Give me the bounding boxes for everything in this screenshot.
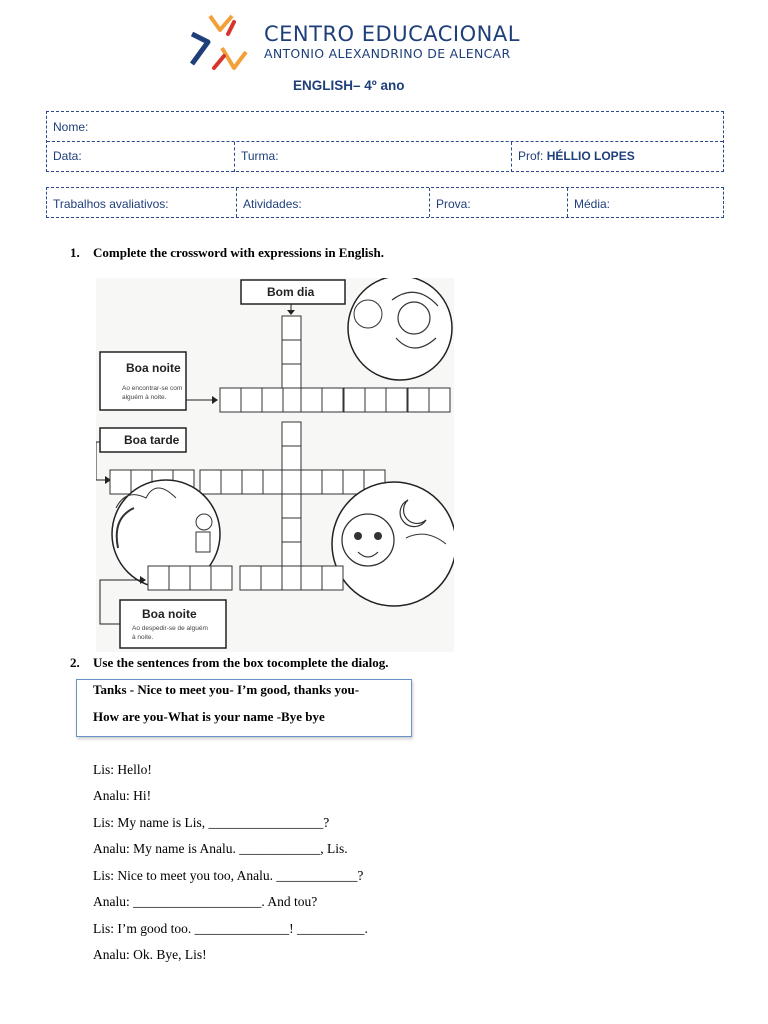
clue-boa-noite-1-hint-b: alguém à noite. (122, 394, 167, 401)
school-logo-icon (188, 12, 252, 72)
word-bank-box (76, 679, 412, 737)
dialog-line: Lis: Hello! (93, 762, 152, 777)
grades-table (46, 187, 724, 218)
school-subtitle: ANTONIO ALEXANDRINO DE ALENCAR (264, 46, 511, 61)
word-bank-line-2: How are you-What is your name -Bye bye (93, 709, 325, 724)
question-2-number: 2. (70, 655, 80, 670)
school-name: CENTRO EDUCACIONAL (264, 22, 520, 46)
clue-boa-noite-1: Boa noite (126, 361, 181, 375)
vertical-answer-cells-lower[interactable] (282, 422, 301, 590)
clue-bom-dia: Bom dia (267, 285, 315, 299)
dialog-line: Analu: Hi! (93, 788, 152, 803)
dialog-line[interactable]: Lis: My name is Lis, _________________? (93, 815, 330, 830)
question-1 (70, 245, 384, 261)
date-field[interactable]: Data: (53, 149, 82, 163)
dialog-line[interactable]: Analu: My name is Analu. ____________, Lis. (93, 841, 348, 856)
class-field[interactable]: Turma: (241, 149, 279, 163)
teacher-name: HÉLLIO LOPES (546, 149, 635, 163)
dialog-line: Analu: Ok. Bye, Lis! (93, 947, 207, 962)
teacher-label: Prof: (518, 149, 544, 163)
assignments-field[interactable]: Trabalhos avaliativos: (53, 197, 169, 211)
question-2 (70, 655, 388, 671)
question-1-text: Complete the crossword with expressions in English. (93, 245, 384, 260)
clue-boa-noite-2: Boa noite (142, 607, 197, 621)
row-1-answer-cells[interactable] (220, 388, 450, 412)
clue-boa-noite-1-hint-a: Ao encontrar-se com (122, 385, 183, 392)
word-bank-line-1: Tanks - Nice to meet you- I’m good, thanks you- (93, 682, 360, 697)
clue-boa-noite-2-hint-a: Ao despedir-se de alguém (132, 625, 208, 632)
girl-morning-illustration (348, 278, 452, 380)
row-3-answer-cells[interactable] (148, 566, 343, 590)
exam-field[interactable]: Prova: (436, 197, 471, 211)
average-field[interactable]: Média: (574, 197, 611, 211)
boy-night-illustration (332, 482, 454, 606)
vertical-answer-cells[interactable] (282, 316, 301, 412)
dialog-line[interactable]: Lis: Nice to meet you too, Analu. ____________? (93, 868, 364, 883)
question-1-number: 1. (70, 245, 80, 260)
course-title: ENGLISH– 4º ano (293, 78, 405, 93)
student-info-table (46, 111, 724, 172)
clue-boa-tarde: Boa tarde (124, 433, 180, 447)
question-2-text: Use the sentences from the box tocomplete the dialog. (93, 655, 389, 670)
dialog-line[interactable]: Lis: I’m good too. ______________! __________. (93, 921, 368, 936)
crossword-image (96, 278, 454, 652)
clue-boa-noite-2-hint-b: à noite. (132, 634, 154, 641)
dialog-line[interactable]: Analu: ___________________. And tou? (93, 894, 318, 909)
name-field[interactable]: Nome: (53, 120, 89, 134)
activities-field[interactable]: Atividades: (243, 197, 302, 211)
teacher-field (518, 149, 635, 163)
